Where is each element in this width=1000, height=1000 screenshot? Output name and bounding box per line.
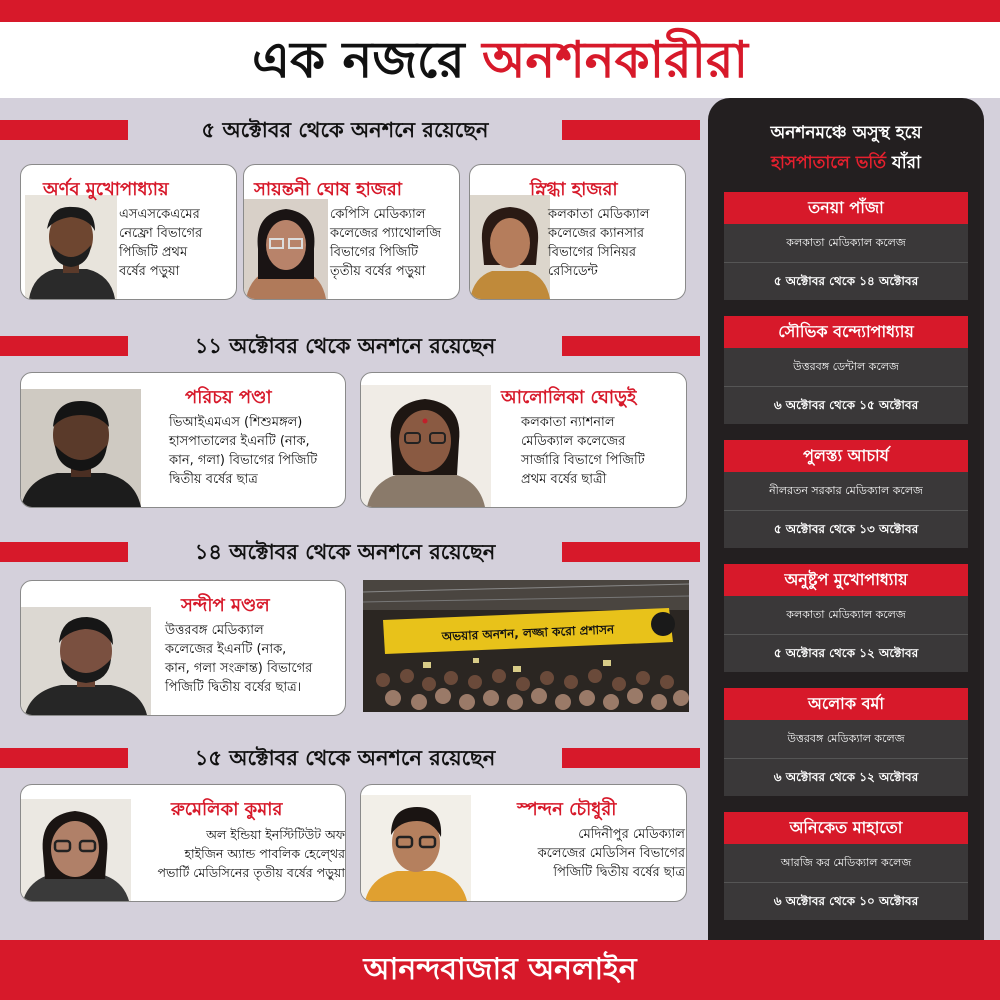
profile-card-parichay [20,372,346,508]
hospitalized-college: নীলরতন সরকার মেডিক্যাল কলেজ [724,472,968,510]
person-description [548,205,686,281]
hospitalized-college: কলকাতা মেডিক্যাল কলেজ [724,224,968,262]
profile-card-spandan [360,784,687,902]
section-heading-oct14 [0,538,700,566]
title-black-part: এক নজরে [252,31,465,89]
desc-line: রেসিডেন্ট [548,264,598,279]
hospitalized-dates: ৫ অক্টোবর থেকে ১৩ অক্টোবর [724,510,968,548]
hospitalized-dates: ৫ অক্টোবর থেকে ১৪ অক্টোবর [724,262,968,300]
portrait-photo [470,195,550,299]
portrait-photo [361,385,491,507]
hospitalized-college: আরজি কর মেডিক্যাল কলেজ [724,844,968,882]
person-name: আলোলিকা ঘোড়ুই [501,387,637,408]
footer-bar [0,940,1000,1000]
profile-card-arnab [20,164,237,300]
hospitalized-name: অনুষ্টুপ মুখোপাধ্যায় [724,564,968,596]
person-name: পরিচয় পণ্ডা [185,387,272,408]
person-description [330,205,460,281]
desc-line: প্রথম বর্ষের ছাত্রী [521,472,607,487]
person-description [119,205,235,281]
heading-bar-left [0,542,128,562]
desc-line: বিভাগের পিজিটি [330,245,419,260]
desc-line: হাইজিন অ্যান্ড পাবলিক হেল্থের [184,846,345,861]
heading-bar-right [562,748,700,768]
hospitalized-name: অলোক বর্মা [724,688,968,720]
desc-line: কলেজের ইএনটি (নাক, [165,642,287,657]
hospitalized-name: তনয়া পাঁজা [724,192,968,224]
desc-line: পিজিটি দ্বিতীয় বর্ষের ছাত্র। [165,680,302,695]
sidebar-heading-red: হাসপাতালে ভর্তি [771,153,886,173]
desc-line: হাসপাতালের ইএনটি (নাক, [169,434,310,449]
heading-bar-left [0,336,128,356]
section-heading-text: ১১ অক্টোবর থেকে অনশনে রয়েছেন [194,334,496,358]
section-heading-oct15 [0,744,700,772]
hospitalized-name: পুলস্ত্য আচার্য [724,440,968,472]
sidebar-heading-line2 [708,150,984,178]
desc-line: এসএসকেএমের [119,207,200,222]
main-panel [0,98,1000,940]
person-name: স্নিগ্ধা হাজরা [530,179,618,200]
desc-line: কলকাতা ন্যাশনাল [521,415,615,430]
hospitalized-name: সৌভিক বন্দ্যোপাধ্যায় [724,316,968,348]
person-name: স্পন্দন চৌধুরী [517,799,617,820]
desc-line: নেফ্রো বিভাগের [119,226,203,241]
portrait-photo [244,199,328,299]
desc-line: বর্ষের পড়ুয়া [119,264,180,279]
hospitalized-dates: ৫ অক্টোবর থেকে ১২ অক্টোবর [724,634,968,672]
profile-card-sandip [20,580,346,716]
desc-line: কলেজের প্যাথোলজি [330,226,441,241]
heading-bar-right [562,336,700,356]
profile-card-sayantani [243,164,460,300]
profile-card-alolika [360,372,687,508]
hospitalized-dates: ৬ অক্টোবর থেকে ১২ অক্টোবর [724,758,968,796]
hospitalized-dates: ৬ অক্টোবর থেকে ১৫ অক্টোবর [724,386,968,424]
person-description [471,825,685,882]
desc-line: পিজিটি প্রথম [119,245,188,260]
heading-bar-right [562,120,700,140]
desc-line: পিজিটি দ্বিতীয় বর্ষের ছাত্র [553,865,685,880]
protest-crowd-photo [363,580,689,712]
desc-line: কলেজের মেডিসিন বিভাগের [537,846,685,861]
person-description [121,825,345,882]
person-name: অর্ণব মুখোপাধ্যায় [43,179,169,200]
desc-line: অল ইন্ডিয়া ইনস্টিটিউট অফ [206,827,345,842]
section-heading-text: ৫ অক্টোবর থেকে অনশনে রয়েছেন [201,118,489,142]
hospitalized-sidebar [708,98,984,940]
desc-line: মেডিক্যাল কলেজের [521,434,626,449]
desc-line: তৃতীয় বর্ষের পড়ুয়া [330,264,426,279]
person-name: সন্দীপ মণ্ডল [181,595,270,616]
page-title [0,24,1000,96]
hospitalized-name: অনিকেত মাহাতো [724,812,968,844]
heading-bar-left [0,120,128,140]
desc-line: কান, গলা) বিভাগের পিজিটি [169,453,318,468]
portrait-photo [21,389,141,507]
hospitalized-college: কলকাতা মেডিক্যাল কলেজ [724,596,968,634]
desc-line: উত্তরবঙ্গ মেডিক্যাল [165,623,264,638]
desc-line: মেদিনীপুর মেডিক্যাল [578,827,685,842]
person-description [521,413,685,489]
heading-bar-left [0,748,128,768]
desc-line: কান, গলা সংক্রান্ত) বিভাগের [165,661,313,676]
top-accent-bar [0,0,1000,22]
protest-banner-text: অভয়ার অনশন, লজ্জা করো প্রশাসন [441,622,615,644]
profile-card-snigdha [469,164,686,300]
brand-logo-text: আনন্দবাজার অনলাইন [363,952,637,987]
section-heading-text: ১৪ অক্টোবর থেকে অনশনে রয়েছেন [194,540,496,564]
portrait-photo [21,607,151,715]
person-description [169,413,345,489]
sidebar-heading-line1: অনশনমঞ্চে অসুস্থ হয়ে [770,123,922,143]
hospitalized-college: উত্তরবঙ্গ মেডিক্যাল কলেজ [724,720,968,758]
hospitalized-dates: ৬ অক্টোবর থেকে ১০ অক্টোবর [724,882,968,920]
portrait-photo [21,799,131,901]
desc-line: কেপিসি মেডিক্যাল [330,207,426,222]
heading-bar-right [562,542,700,562]
section-heading-oct11 [0,332,700,360]
title-red-part: অনশনকারীরা [482,31,748,89]
person-description [165,621,345,697]
section-heading-text: ১৫ অক্টোবর থেকে অনশনে রয়েছেন [194,746,496,770]
profile-card-rumelika [20,784,346,902]
section-heading-oct5 [0,116,700,144]
desc-line: কলেজের ক্যানসার [548,226,645,241]
desc-line: পভার্টি মেডিসিনের তৃতীয় বর্ষের পড়ুয়া [157,865,345,880]
person-name: রুমেলিকা কুমার [171,799,283,820]
person-name: সায়ন্তনী ঘোষ হাজরা [254,179,403,200]
hospitalized-college: উত্তরবঙ্গ ডেন্টাল কলেজ [724,348,968,386]
desc-line: বিভাগের সিনিয়র [548,245,637,260]
portrait-photo [361,795,471,901]
portrait-photo [25,195,117,299]
desc-line: কলকাতা মেডিক্যাল [548,207,650,222]
desc-line: সার্জারি বিভাগে পিজিটি [521,453,645,468]
sidebar-heading-white: যাঁরা [886,153,921,173]
desc-line: ভিআইএমএস (শিশুমঙ্গল) [169,415,303,430]
desc-line: দ্বিতীয় বর্ষের ছাত্র [169,472,258,487]
